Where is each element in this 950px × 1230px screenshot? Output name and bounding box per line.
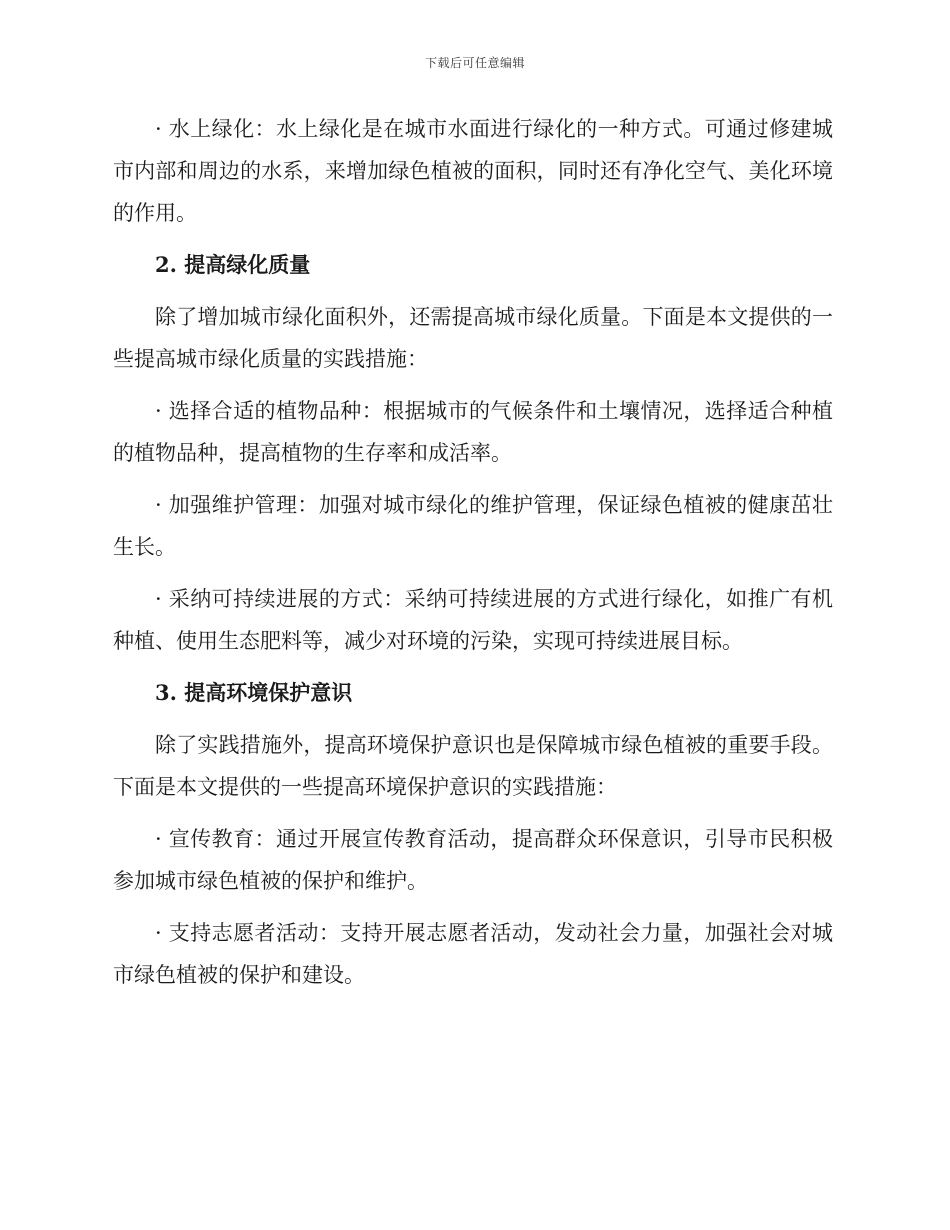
document-body bbox=[113, 108, 833, 1006]
section-heading-3: 3. 提高环境保护意识 bbox=[155, 680, 353, 705]
bullet-paragraph-education: · 宣传教育：通过开展宣传教育活动，提高群众环保意识，引导市民积极参加城市绿色植被的保护和维护。 bbox=[113, 827, 833, 893]
bullet-paragraph-sustainable: · 采纳可持续进展的方式：采纳可持续进展的方式进行绿化，如推广有机种植、使用生态肥料等，减少对环境的污染，实现可持续进展目标。 bbox=[113, 587, 833, 653]
page-header: 下载后可任意编辑 bbox=[424, 56, 525, 70]
bullet-paragraph-volunteers: · 支持志愿者活动：支持开展志愿者活动，发动社会力量，加强社会对城市绿色植被的保护和建设。 bbox=[113, 921, 833, 987]
intro-paragraph-awareness: 除了实践措施外，提高环境保护意识也是保障城市绿色植被的重要手段。下面是本文提供的一些提高环境保护意识的实践措施： bbox=[113, 733, 833, 799]
bullet-paragraph-maintenance: · 加强维护管理：加强对城市绿化的维护管理，保证绿色植被的健康茁壮生长。 bbox=[113, 493, 833, 559]
bullet-paragraph-water-greening: · 水上绿化：水上绿化是在城市水面进行绿化的一种方式。可通过修建城市内部和周边的水系，来增加绿色植被的面积，同时还有净化空气、美化环境的作用。 bbox=[113, 117, 833, 225]
section-heading-2: 2. 提高绿化质量 bbox=[155, 252, 311, 277]
intro-paragraph-greening-quality: 除了增加城市绿化面积外，还需提高城市绿化质量。下面是本文提供的一些提高城市绿化质量的实践措施： bbox=[113, 305, 833, 371]
bullet-paragraph-plant-selection: · 选择合适的植物品种：根据城市的气候条件和土壤情况，选择适合种植的植物品种，提高植物的生存率和成活率。 bbox=[113, 399, 833, 465]
